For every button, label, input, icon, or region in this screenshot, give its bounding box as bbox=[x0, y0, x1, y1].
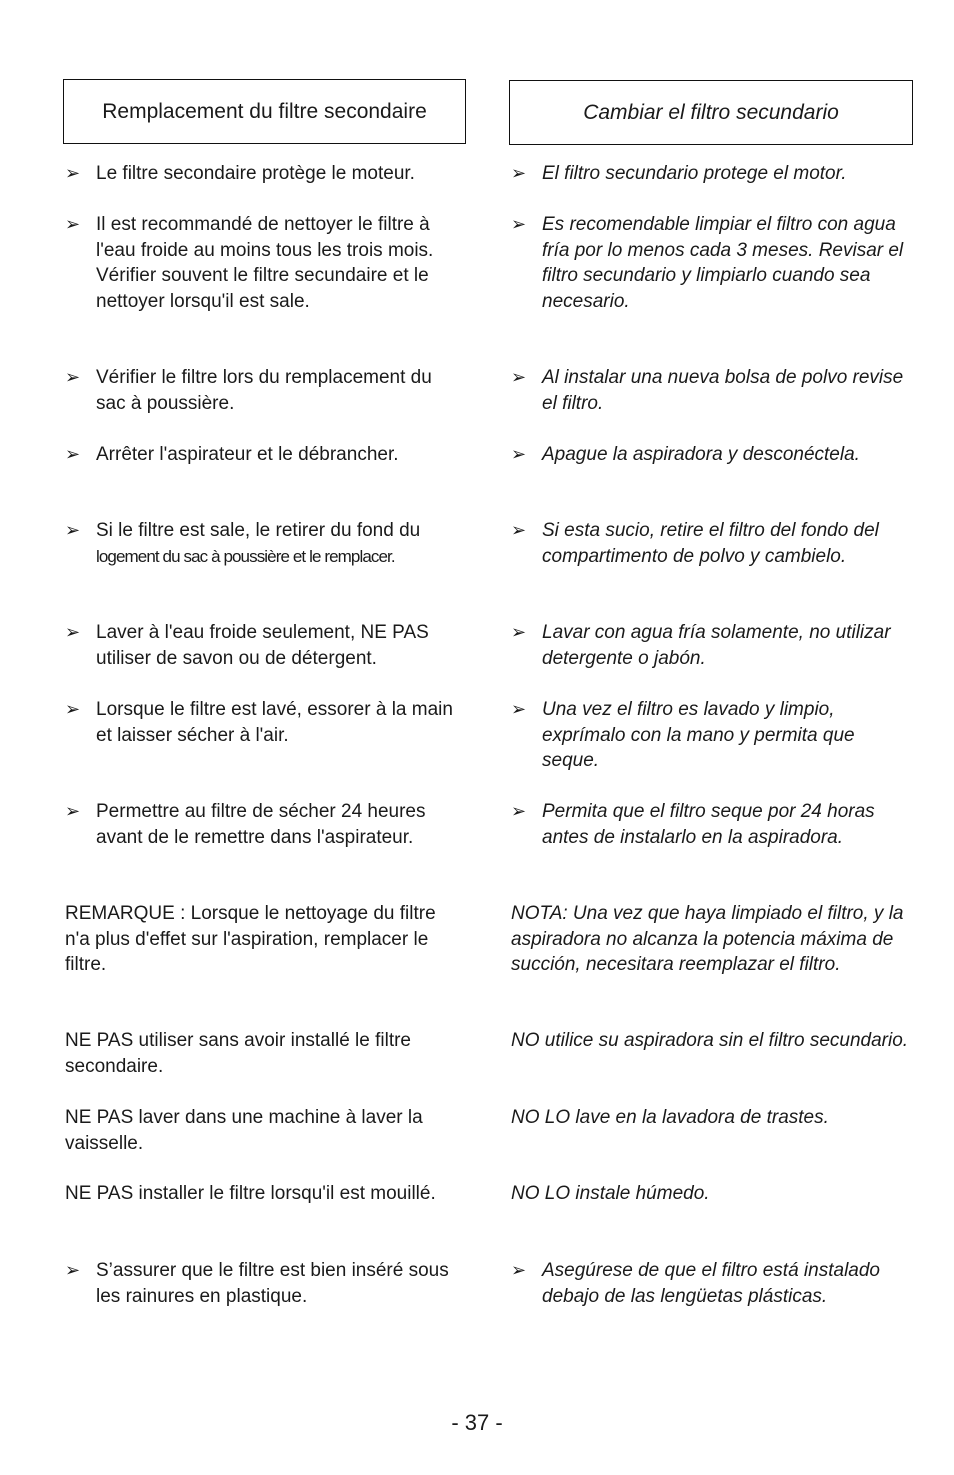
arrow-bullet-icon: ➢ bbox=[65, 520, 81, 540]
arrow-bullet-icon: ➢ bbox=[511, 163, 527, 183]
item-text: Si le filtre est sale, le retirer du fond du bbox=[96, 520, 421, 541]
arrow-bullet-icon: ➢ bbox=[65, 1260, 81, 1280]
note-paragraph bbox=[65, 1028, 465, 1079]
bullet-item bbox=[511, 365, 911, 416]
arrow-bullet-icon: ➢ bbox=[511, 214, 527, 234]
arrow-bullet-icon: ➢ bbox=[511, 622, 527, 642]
bullet-item bbox=[511, 620, 911, 671]
arrow-bullet-icon: ➢ bbox=[65, 444, 81, 464]
item-text: Vérifier le filtre lors du remplacement du sac à poussière. bbox=[96, 367, 432, 414]
arrow-bullet-icon: ➢ bbox=[65, 801, 81, 821]
item-text: Permettre au filtre de sécher 24 heures avant de le remettre dans l'aspirateur. bbox=[96, 801, 426, 848]
item-text: Al instalar una nueva bolsa de polvo revise el filtro. bbox=[542, 367, 904, 414]
bullet-item bbox=[511, 212, 911, 314]
item-text: NO LO instale húmedo. bbox=[511, 1183, 710, 1204]
item-text: Lorsque le filtre est lavé, essorer à la main et laisser sécher à l'air. bbox=[96, 699, 453, 746]
bullet-item bbox=[65, 365, 465, 416]
bullet-item bbox=[65, 518, 465, 569]
bullet-item bbox=[65, 442, 465, 468]
item-text: S’assurer que le filtre est bien inséré sous les rainures en plastique. bbox=[96, 1260, 449, 1307]
arrow-bullet-icon: ➢ bbox=[65, 163, 81, 183]
bullet-item bbox=[511, 1258, 911, 1309]
note-paragraph bbox=[511, 901, 911, 978]
bullet-item bbox=[65, 212, 465, 314]
bullet-item bbox=[511, 442, 911, 468]
note-paragraph bbox=[511, 1028, 911, 1054]
arrow-bullet-icon: ➢ bbox=[511, 699, 527, 719]
bullet-item bbox=[511, 697, 911, 774]
item-text: Permita que el filtro seque por 24 horas antes de instalarlo en la aspiradora. bbox=[542, 801, 875, 848]
arrow-bullet-icon: ➢ bbox=[511, 801, 527, 821]
spanish-section-title-text: Cambiar el filtro secundario bbox=[583, 100, 839, 124]
item-text: Apague la aspiradora y desconéctela. bbox=[542, 444, 860, 465]
page-number: - 37 - bbox=[451, 1410, 503, 1435]
item-text: NO LO lave en la lavadora de trastes. bbox=[511, 1107, 829, 1128]
item-text: Il est recommandé de nettoyer le filtre à l'eau froide au moins tous les trois mois. Vérifier souvent le filtre secundaire et le nettoyer lorsqu'il est sale. bbox=[96, 214, 434, 312]
arrow-bullet-icon: ➢ bbox=[511, 1260, 527, 1280]
bullet-item bbox=[65, 161, 465, 187]
item-text: NOTA: Una vez que haya limpiado el filtro, y la aspiradora no alcanza la potencia máxima de succión, necesitara reemplazar el filtro. bbox=[511, 903, 904, 975]
item-text: Laver à l'eau froide seulement, NE PAS utiliser de savon ou de détergent. bbox=[96, 622, 429, 669]
arrow-bullet-icon: ➢ bbox=[65, 214, 81, 234]
item-text: Una vez el filtro es lavado y limpio, exprímalo con la mano y permita que seque. bbox=[542, 699, 855, 771]
item-text: NE PAS installer le filtre lorsqu'il est mouillé. bbox=[65, 1183, 436, 1204]
item-text: REMARQUE : Lorsque le nettoyage du filtre n'a plus d'effet sur l'aspiration, remplacer le filtre. bbox=[65, 903, 436, 975]
item-text: NO utilice su aspiradora sin el filtro secundario. bbox=[511, 1030, 909, 1051]
french-section-title-text: Remplacement du filtre secondaire bbox=[102, 99, 427, 123]
note-paragraph bbox=[65, 1181, 465, 1207]
note-paragraph bbox=[511, 1181, 911, 1207]
note-paragraph bbox=[511, 1105, 911, 1131]
item-text: Arrêter l'aspirateur et le débrancher. bbox=[96, 444, 399, 465]
arrow-bullet-icon: ➢ bbox=[511, 367, 527, 387]
arrow-bullet-icon: ➢ bbox=[511, 444, 527, 464]
bullet-item bbox=[511, 518, 911, 569]
note-paragraph bbox=[65, 1105, 465, 1156]
french-section-title bbox=[63, 79, 466, 144]
item-text: Le filtre secondaire protège le moteur. bbox=[96, 163, 415, 184]
bullet-item bbox=[65, 1258, 465, 1309]
note-paragraph bbox=[65, 901, 465, 978]
arrow-bullet-icon: ➢ bbox=[65, 367, 81, 387]
bullet-item bbox=[511, 799, 911, 850]
arrow-bullet-icon: ➢ bbox=[65, 699, 81, 719]
item-text: Asegúrese de que el filtro está instalado debajo de las lengüetas plásticas. bbox=[542, 1260, 880, 1307]
item-text: El filtro secundario protege el motor. bbox=[542, 163, 847, 184]
arrow-bullet-icon: ➢ bbox=[65, 622, 81, 642]
item-text: NE PAS laver dans une machine à laver la vaisselle. bbox=[65, 1107, 423, 1154]
item-text-continuation: logement du sac à poussière et le remplacer. bbox=[96, 546, 395, 566]
item-text: Es recomendable limpiar el filtro con agua fría por lo menos cada 3 meses. Revisar el filtro secundario y limpiarlo cuando sea necesario. bbox=[542, 214, 904, 312]
arrow-bullet-icon: ➢ bbox=[511, 520, 527, 540]
spanish-section-title bbox=[509, 80, 913, 145]
bullet-item bbox=[65, 697, 465, 748]
bullet-item bbox=[511, 161, 911, 187]
item-text: Si esta sucio, retire el filtro del fondo del compartimento de polvo y cambielo. bbox=[542, 520, 879, 567]
bullet-item bbox=[65, 620, 465, 671]
bullet-item bbox=[65, 799, 465, 850]
item-text: Lavar con agua fría solamente, no utilizar detergente o jabón. bbox=[542, 622, 891, 669]
item-text: NE PAS utiliser sans avoir installé le filtre secondaire. bbox=[65, 1030, 411, 1077]
